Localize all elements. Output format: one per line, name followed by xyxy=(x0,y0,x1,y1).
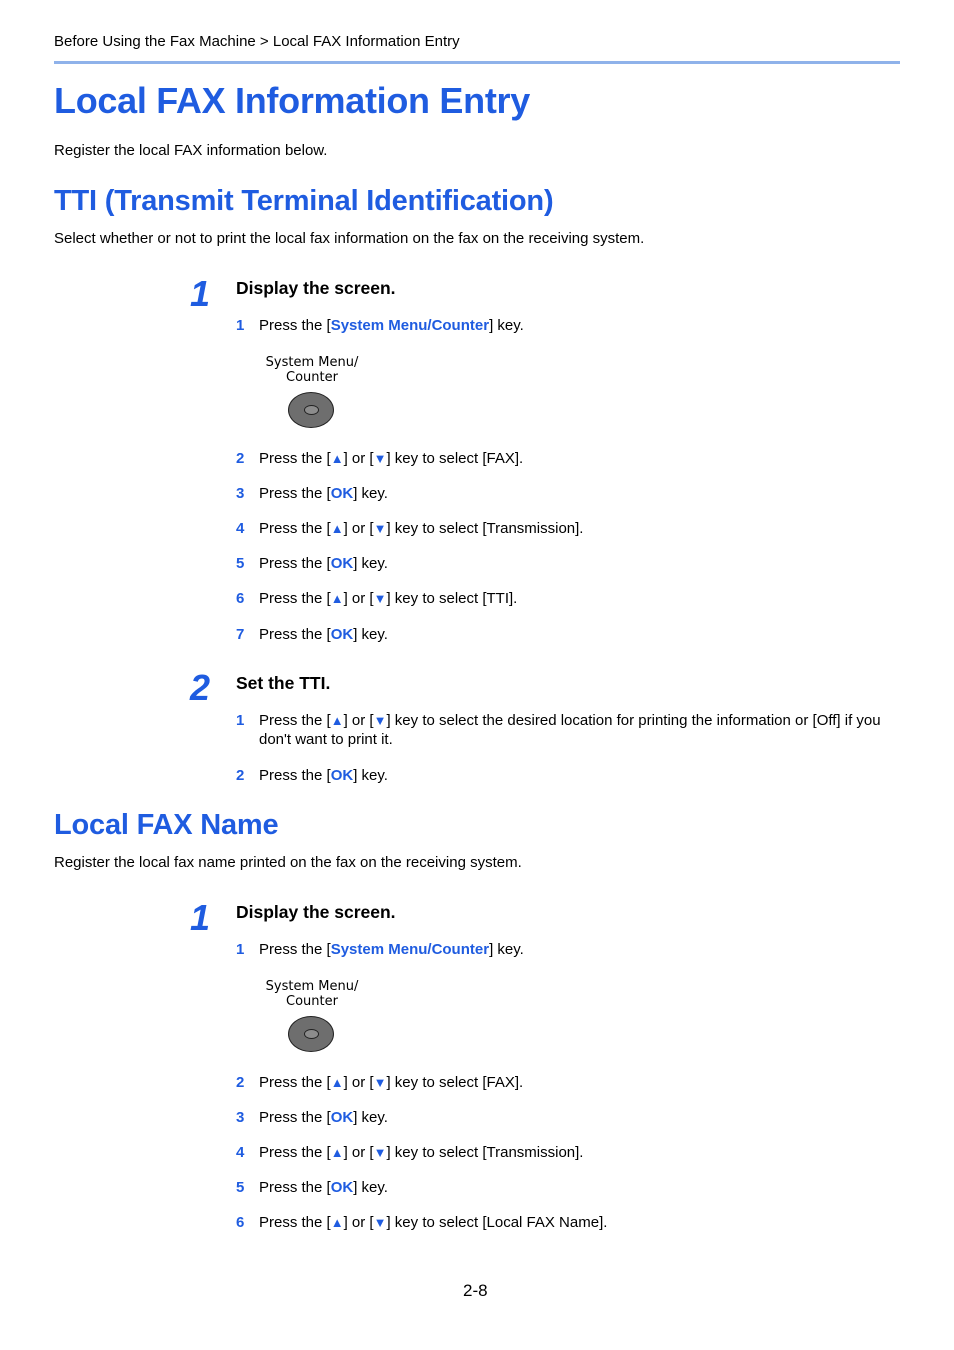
section-description-local-fax-name: Register the local fax name printed on the fax on the receiving system. xyxy=(54,854,522,871)
sub-step-number: 3 xyxy=(236,485,245,502)
section-description-tti: Select whether or not to print the local fax information on the fax on the receiving system. xyxy=(54,230,645,247)
up-arrow-icon: ▲ xyxy=(330,591,344,606)
up-arrow-icon: ▲ xyxy=(330,451,344,466)
up-arrow-icon: ▲ xyxy=(330,713,344,728)
list-item: 5 Press the [OK] key. xyxy=(236,555,388,572)
round-key-icon xyxy=(288,392,334,428)
ok-key-link[interactable]: OK xyxy=(330,626,354,643)
intro-text: Register the local FAX information below. xyxy=(54,142,328,159)
key-label: System Menu/ Counter xyxy=(265,355,359,385)
breadcrumb: Before Using the Fax Machine > Local FAX Information Entry xyxy=(54,33,460,50)
list-item: 1 Press the [System Menu/Counter] key. xyxy=(236,941,524,958)
list-item: 3 Press the [OK] key. xyxy=(236,1109,388,1126)
down-arrow-icon: ▼ xyxy=(373,1145,387,1160)
list-item: 2 Press the [▲] or [▼] key to select [FAX]. xyxy=(236,450,524,467)
sub-step-number: 3 xyxy=(236,1109,245,1126)
sub-step-number: 4 xyxy=(236,1144,245,1161)
down-arrow-icon: ▼ xyxy=(373,1075,387,1090)
list-item: 1 Press the [▲] or [▼] key to select the desired location for printing the information or [Off] if you don't want to print it. xyxy=(236,712,881,748)
up-arrow-icon: ▲ xyxy=(330,1145,344,1160)
system-menu-counter-key-link[interactable]: System Menu/Counter xyxy=(330,941,490,958)
sub-step-number: 6 xyxy=(236,590,245,607)
list-item: 5 Press the [OK] key. xyxy=(236,1179,388,1196)
up-arrow-icon: ▲ xyxy=(330,1215,344,1230)
ok-key-link[interactable]: OK xyxy=(330,485,354,502)
list-item: 6 Press the [▲] or [▼] key to select [Local FAX Name]. xyxy=(236,1214,608,1231)
header-divider xyxy=(54,61,900,64)
system-menu-counter-key-link[interactable]: System Menu/Counter xyxy=(330,317,490,334)
list-item: 1 Press the [System Menu/Counter] key. xyxy=(236,317,524,334)
sub-step-number: 2 xyxy=(236,767,245,784)
sub-step-number: 7 xyxy=(236,626,245,643)
sub-step-number: 2 xyxy=(236,1074,245,1091)
ok-key-link[interactable]: OK xyxy=(330,1179,354,1196)
step-number: 2 xyxy=(190,667,211,708)
list-item: 4 Press the [▲] or [▼] key to select [Transmission]. xyxy=(236,1144,584,1161)
sub-step-number: 4 xyxy=(236,520,245,537)
sub-step-number: 2 xyxy=(236,450,245,467)
ok-key-link[interactable]: OK xyxy=(330,555,354,572)
list-item: 3 Press the [OK] key. xyxy=(236,485,388,502)
down-arrow-icon: ▼ xyxy=(373,1215,387,1230)
up-arrow-icon: ▲ xyxy=(330,1075,344,1090)
step-number: 1 xyxy=(190,273,211,314)
list-item: 2 Press the [▲] or [▼] key to select [FAX]. xyxy=(236,1074,524,1091)
up-arrow-icon: ▲ xyxy=(330,521,344,536)
system-menu-counter-key-image xyxy=(262,355,364,385)
list-item: 6 Press the [▲] or [▼] key to select [TTI]. xyxy=(236,590,518,607)
step-title: Set the TTI. xyxy=(236,673,331,693)
key-label: System Menu/ Counter xyxy=(265,979,359,1009)
page-title: Local FAX Information Entry xyxy=(54,80,530,121)
down-arrow-icon: ▼ xyxy=(373,713,387,728)
sub-step-number: 1 xyxy=(236,317,245,334)
step-title: Display the screen. xyxy=(236,278,396,298)
sub-step-number: 1 xyxy=(236,712,245,729)
sub-step-number: 5 xyxy=(236,1179,245,1196)
list-item: 2 Press the [OK] key. xyxy=(236,767,388,784)
list-item: 7 Press the [OK] key. xyxy=(236,626,388,643)
step-number: 1 xyxy=(190,897,211,938)
round-key-icon xyxy=(288,1016,334,1052)
list-item: 4 Press the [▲] or [▼] key to select [Transmission]. xyxy=(236,520,584,537)
step-title: Display the screen. xyxy=(236,902,396,922)
down-arrow-icon: ▼ xyxy=(373,451,387,466)
system-menu-counter-key-image xyxy=(262,979,364,1009)
section-heading-tti: TTI (Transmit Terminal Identification) xyxy=(54,185,554,217)
ok-key-link[interactable]: OK xyxy=(330,1109,354,1126)
page-number: 2-8 xyxy=(463,1281,488,1300)
down-arrow-icon: ▼ xyxy=(373,521,387,536)
ok-key-link[interactable]: OK xyxy=(330,767,354,784)
section-heading-local-fax-name: Local FAX Name xyxy=(54,809,279,841)
sub-step-number: 5 xyxy=(236,555,245,572)
down-arrow-icon: ▼ xyxy=(373,591,387,606)
sub-step-number: 1 xyxy=(236,941,245,958)
sub-step-number: 6 xyxy=(236,1214,245,1231)
